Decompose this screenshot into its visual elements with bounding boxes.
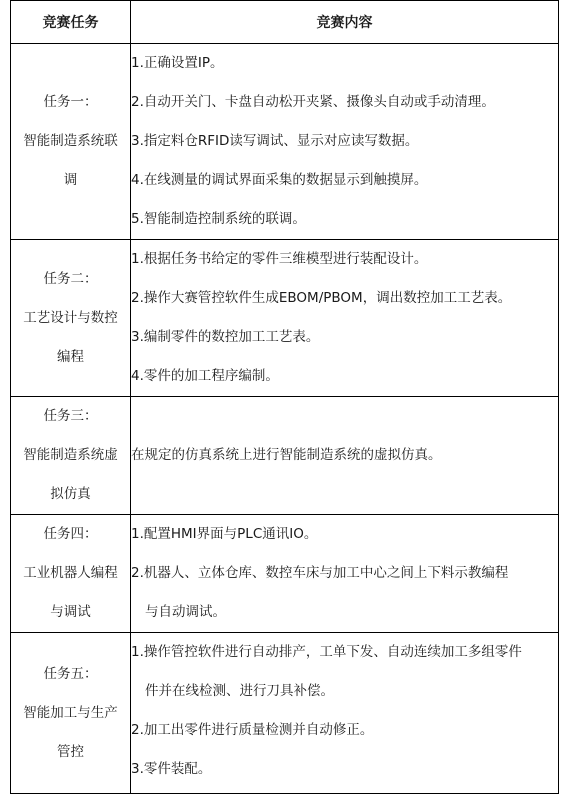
task-title-line: 智能加工与生产: [23, 704, 118, 721]
task-content-cell: [131, 44, 559, 240]
content-item: 4.零件的加工程序编制。: [131, 368, 279, 384]
task-content-cell: [131, 515, 559, 633]
task-name-cell: [11, 633, 131, 794]
content-item: 2.操作大赛管控软件生成EBOM/PBOM，调出数控加工工艺表。: [131, 290, 512, 306]
task-label: 任务四：: [43, 526, 98, 542]
task-label: 任务五：: [43, 665, 98, 682]
header-row: [11, 1, 559, 44]
table-row: [11, 44, 559, 240]
content-item: 5.智能制造控制系统的联调。: [131, 211, 306, 227]
content-item: 3.零件装配。: [131, 761, 212, 777]
task-title-line: 智能制造系统虚: [23, 447, 118, 463]
task-name-cell: [11, 240, 131, 397]
content-item: 3.编制零件的数控加工工艺表。: [131, 329, 320, 345]
task-name-cell: [11, 44, 131, 240]
task-name-cell: [11, 397, 131, 515]
task-title-line: 管控: [57, 743, 84, 760]
task-title-line: 编程: [57, 348, 84, 365]
task-title-line: 与调试: [50, 604, 91, 620]
task-title-line: 工艺设计与数控: [23, 309, 118, 326]
content-item: 3.指定料仓RFID读写调试、显示对应读写数据。: [131, 133, 419, 149]
task-content-cell: [131, 397, 559, 515]
task-title-line: 智能制造系统联: [23, 133, 118, 149]
task-title-line: 工业机器人编程: [23, 565, 118, 581]
header-task: 竞赛任务: [11, 1, 131, 44]
table-row: [11, 240, 559, 397]
table-row: [11, 397, 559, 515]
content-item: 2.机器人、立体仓库、数控车床与加工中心之间上下料示教编程: [131, 565, 509, 581]
task-label: 任务三：: [43, 408, 98, 424]
header-content: 竞赛内容: [131, 1, 559, 44]
content-item-continuation: 与自动调试。: [145, 604, 226, 620]
task-title-line: 拟仿真: [50, 486, 91, 502]
content-item: 2.加工出零件进行质量检测并自动修正。: [131, 722, 374, 738]
content-item: 1.根据任务书给定的零件三维模型进行装配设计。: [131, 251, 428, 267]
task-content-cell: [131, 240, 559, 397]
task-label: 任务一：: [43, 94, 98, 110]
table-row: [11, 633, 559, 794]
task-content-cell: [131, 633, 559, 794]
content-item: 1.正确设置IP。: [131, 55, 224, 71]
content-item: 2.自动开关门、卡盘自动松开夹紧、摄像头自动或手动清理。: [131, 94, 495, 110]
table-row: [11, 515, 559, 633]
content-item: 在规定的仿真系统上进行智能制造系统的虚拟仿真。: [131, 447, 442, 463]
task-label: 任务二：: [43, 270, 98, 287]
task-name-cell: [11, 515, 131, 633]
competition-tasks-table: [10, 0, 559, 794]
content-item: 4.在线测量的调试界面采集的数据显示到触摸屏。: [131, 172, 428, 188]
content-item: 1.配置HMI界面与PLC通讯IO。: [131, 526, 318, 542]
task-title-line: 调: [63, 172, 78, 188]
content-item: 1.操作管控软件进行自动排产，工单下发、自动连续加工多组零件: [131, 644, 522, 660]
content-item-continuation: 件并在线检测、进行刀具补偿。: [145, 683, 334, 699]
